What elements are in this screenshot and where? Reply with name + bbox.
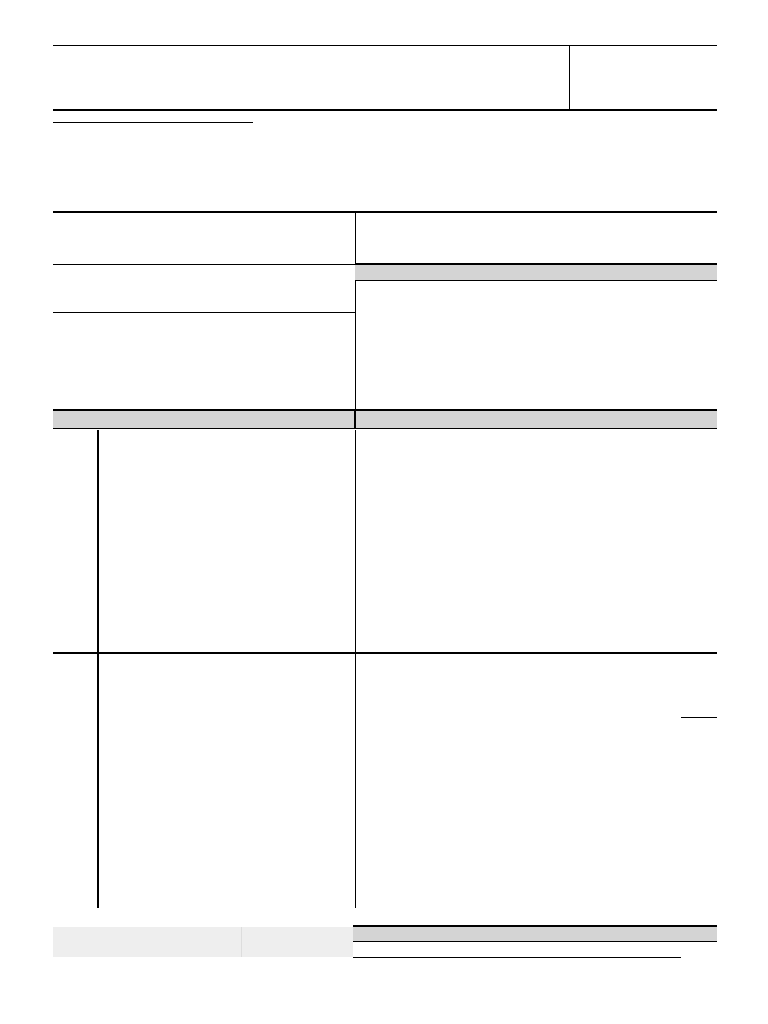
subordinados-header-band bbox=[355, 263, 717, 281]
carencias-header-band bbox=[53, 409, 717, 429]
footer-gray-area bbox=[53, 927, 353, 957]
footer-subordinados-band bbox=[353, 925, 717, 942]
